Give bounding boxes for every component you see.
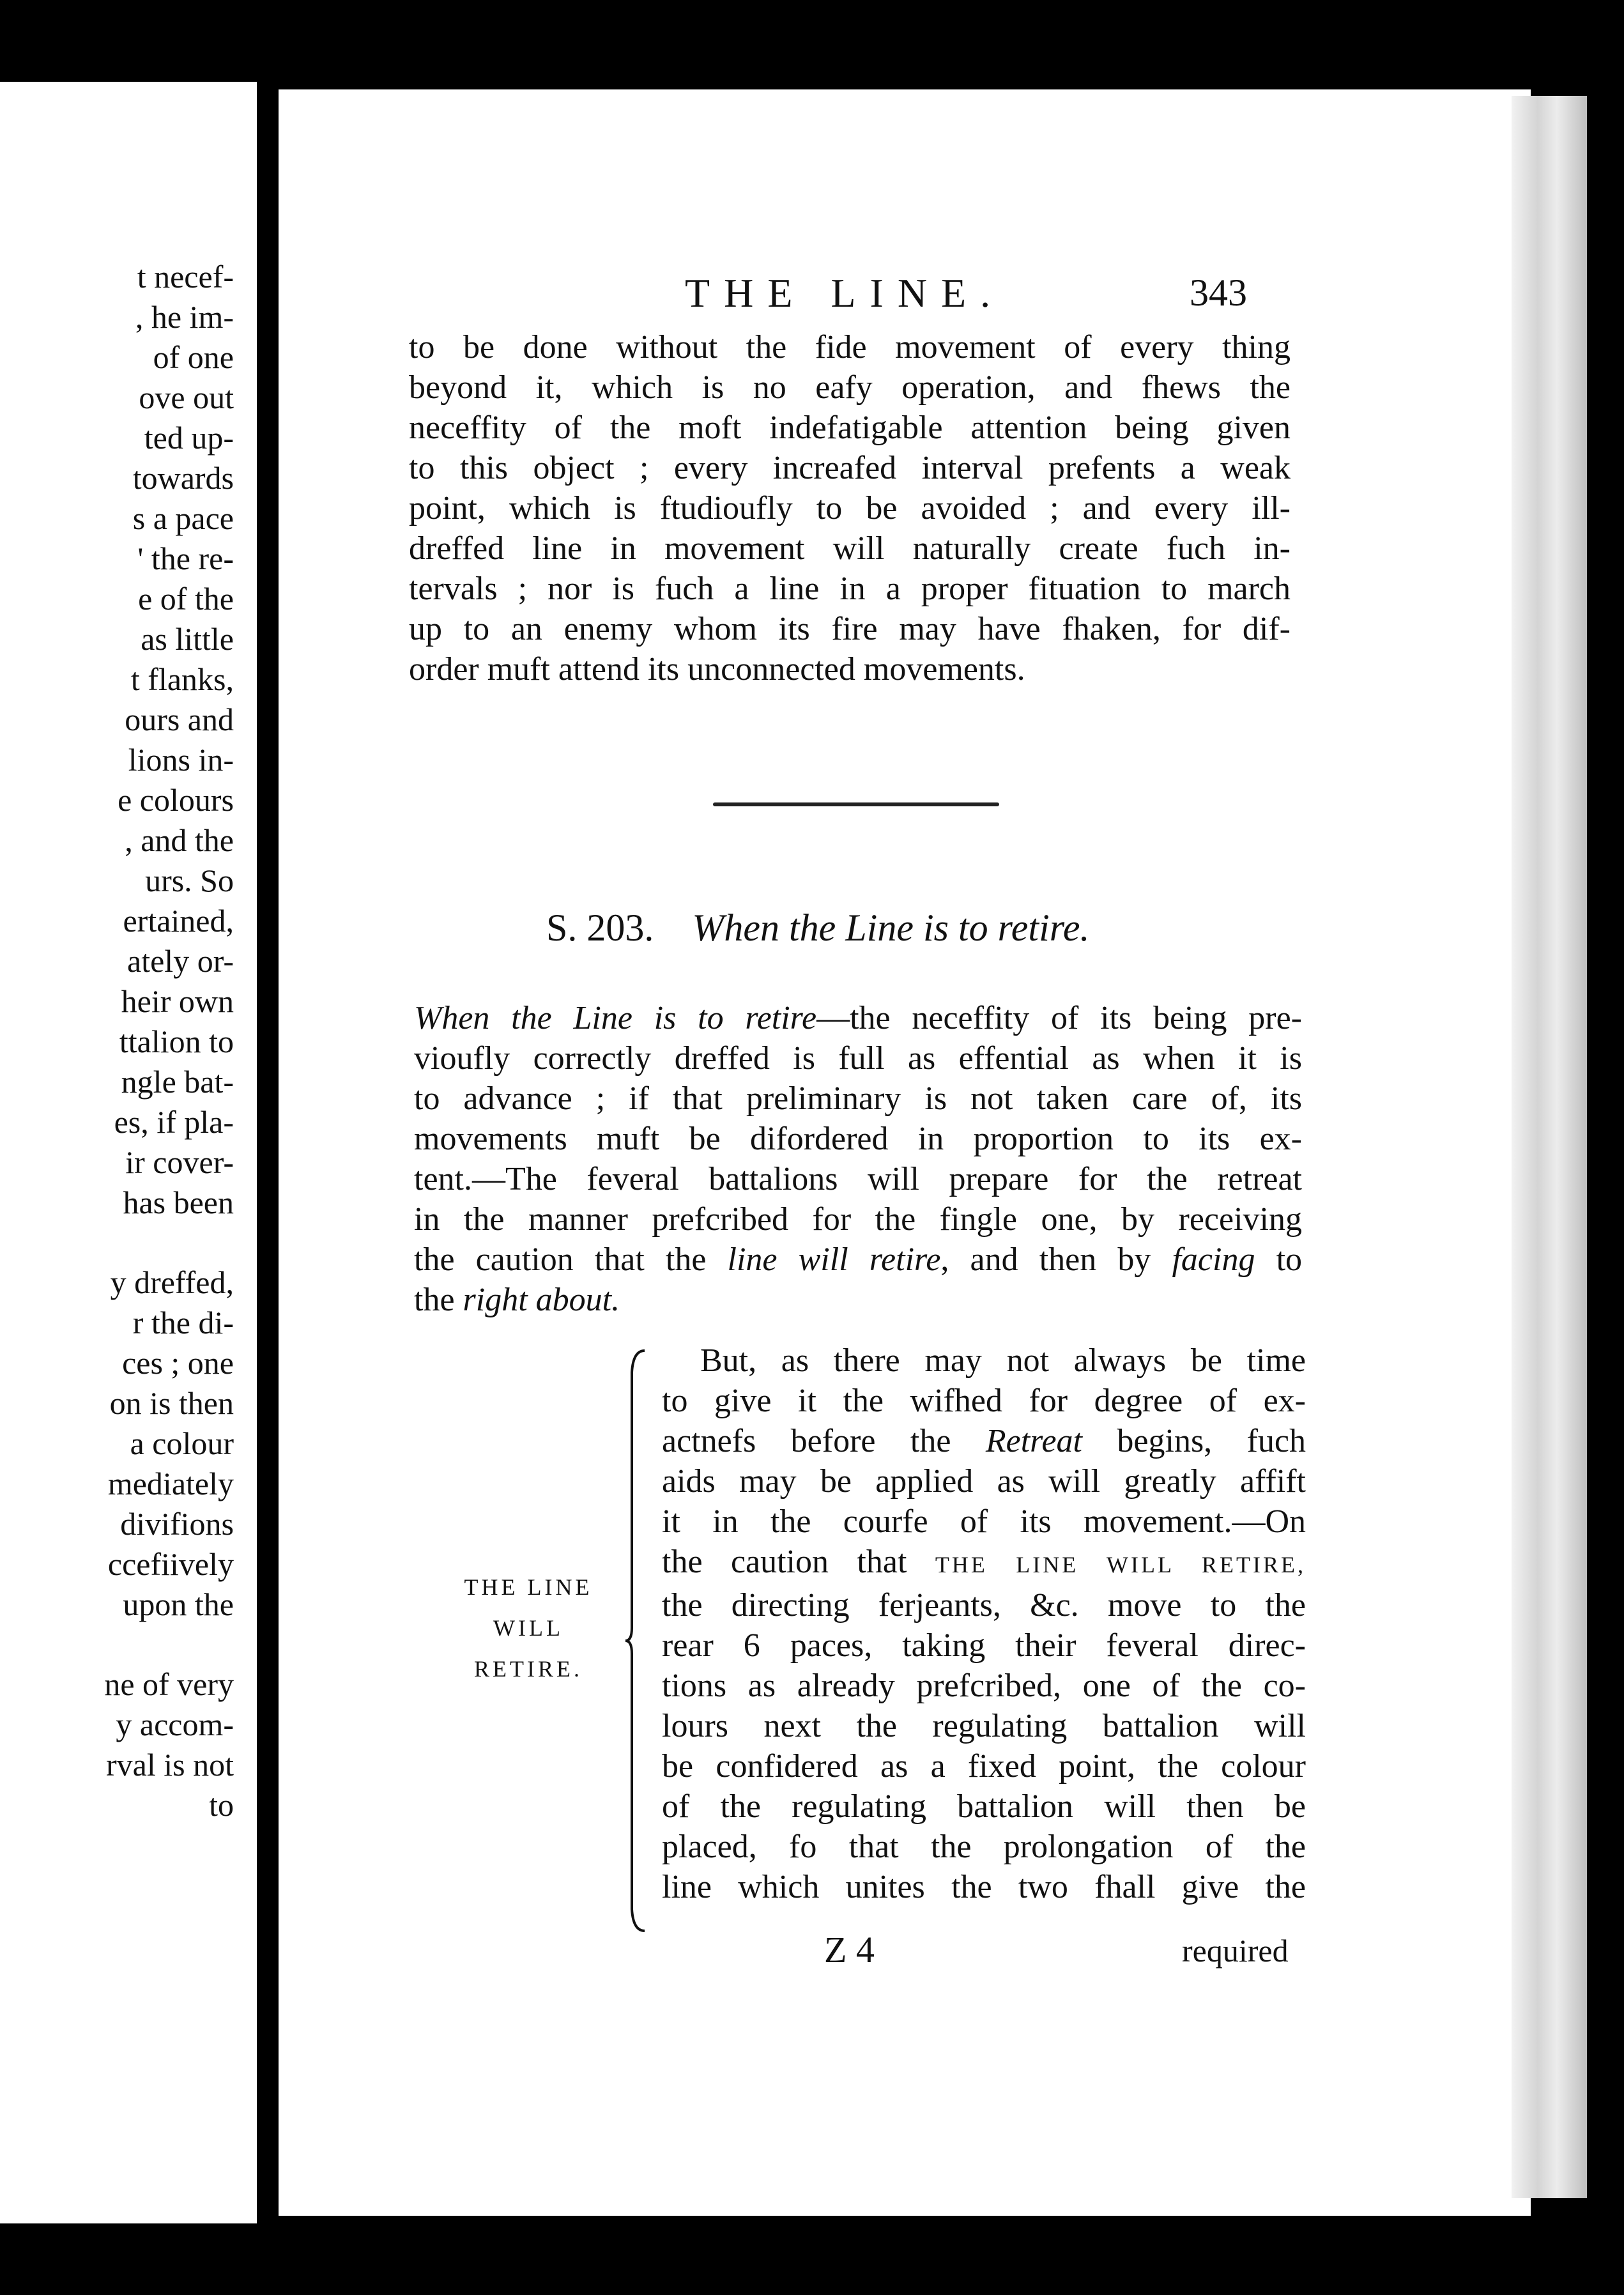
- p2-line: , and then by: [940, 1241, 1151, 1278]
- left-page-line: ir cover-: [125, 1144, 234, 1180]
- left-page-line: y dreffed,: [110, 1264, 234, 1300]
- p3-line: begins, fuch: [1117, 1423, 1306, 1459]
- left-page-line: ove out: [139, 380, 234, 415]
- left-page-line: ces ; one: [122, 1345, 234, 1381]
- left-page-line: lions in-: [128, 742, 234, 778]
- p2-line: tent.—The feveral battalions will prepare for the retreat: [414, 1161, 1302, 1197]
- page-edge: [1512, 96, 1587, 2198]
- left-page-line: , and the: [125, 822, 234, 858]
- left-page-line: ted up-: [144, 420, 234, 456]
- p2-line: the: [414, 1282, 455, 1318]
- p1-line: dreffed line in movement will naturally create fuch in-: [409, 530, 1291, 567]
- p3-line: aids may be applied as will greatly affift: [662, 1463, 1306, 1500]
- left-page-line: ertained,: [123, 903, 234, 939]
- p3-smallcaps: THE LINE WILL RETIRE,: [935, 1552, 1306, 1577]
- left-page-line: , he im-: [135, 299, 234, 335]
- left-page-line: rval is not: [106, 1747, 234, 1783]
- left-page-line: ours and: [125, 702, 234, 737]
- p1-line: up to an enemy whom its fire may have fhaken, for dif-: [409, 611, 1291, 647]
- p1-line: neceffity of the moft indefatigable attention being given: [409, 410, 1291, 446]
- paragraph-1: [409, 327, 1291, 689]
- p3-line: the caution that: [662, 1544, 907, 1580]
- left-page-line: y accom-: [116, 1707, 234, 1742]
- left-page-line: ngle bat-: [121, 1064, 234, 1100]
- left-page-line: e of the: [138, 581, 234, 617]
- section-title: When the Line is to retire.: [692, 907, 1090, 949]
- running-header: THE LINE.: [685, 270, 1005, 316]
- left-page-line: t flanks,: [130, 661, 234, 697]
- p1-line: order muft attend its unconnected movements.: [409, 651, 1025, 687]
- p3-line: placed, fo that the prolongation of the: [662, 1829, 1306, 1865]
- left-page-line: s a pace: [132, 500, 234, 536]
- p3-line: line which unites the two fhall give the: [662, 1869, 1306, 1905]
- left-facing-page: [0, 82, 257, 2223]
- left-page-line: towards: [132, 460, 234, 496]
- p3-line: be confidered as a fixed point, the colour: [662, 1748, 1306, 1785]
- section-heading: [546, 906, 1090, 950]
- left-page-line: ccefiively: [107, 1546, 234, 1582]
- p1-line: point, which is ftudioufly to be avoided ; and every ill-: [409, 490, 1291, 526]
- p2-lead-italic: When the Line is to retire: [414, 1000, 817, 1036]
- left-page-line: mediately: [107, 1466, 234, 1501]
- marginal-note: [442, 1567, 615, 1689]
- marginal-note-line: THE LINE: [464, 1574, 593, 1600]
- p1-line: beyond it, which is no eafy operation, and fhews the: [409, 369, 1291, 406]
- p2-italic: line will retire: [727, 1241, 941, 1278]
- p2-italic: facing: [1172, 1241, 1255, 1278]
- paragraph-2: [414, 998, 1302, 1320]
- brace-bracket: [623, 1347, 648, 1935]
- marginal-note-line: WILL: [493, 1615, 563, 1641]
- p2-line: vioufly correctly dreffed is full as effential as when it is: [414, 1040, 1302, 1077]
- left-page-line: r the di-: [132, 1305, 234, 1340]
- p2-line: to: [1276, 1241, 1303, 1278]
- p3-line: the directing ferjeants, &c. move to the: [662, 1587, 1306, 1623]
- left-page-line: e colours: [118, 782, 234, 818]
- p3-line: it in the courfe of its movement.—On: [662, 1503, 1306, 1540]
- p3-line: of the regulating battalion will then be: [662, 1788, 1306, 1825]
- left-page-line: has been: [123, 1185, 234, 1220]
- p1-line: to be done without the fide movement of every thing: [409, 329, 1291, 365]
- signature-mark: Z 4: [824, 1929, 875, 1970]
- marginal-note-line: RETIRE.: [474, 1656, 583, 1682]
- left-page-line: of one: [153, 339, 234, 375]
- page-number: 343: [1190, 272, 1247, 314]
- left-page-line: a colour: [130, 1425, 234, 1461]
- p3-line: rear 6 paces, taking their feveral direc-: [662, 1627, 1306, 1664]
- section-number: S. 203.: [546, 907, 654, 949]
- p1-line: to this object ; every increafed interval prefents a weak: [409, 450, 1291, 486]
- left-page-line: ' the re-: [137, 541, 234, 576]
- section-divider-rule: [713, 802, 999, 806]
- left-page-line: ttalion to: [119, 1024, 234, 1059]
- left-page-line: t necef-: [137, 259, 234, 295]
- left-page-line: divifions: [120, 1506, 234, 1542]
- p2-line: to advance ; if that preliminary is not taken care of, its: [414, 1080, 1302, 1117]
- paragraph-3: [662, 1340, 1306, 1907]
- p2-italic: right about.: [463, 1282, 620, 1318]
- left-page-line: as little: [141, 621, 234, 657]
- left-page-line: ately or-: [127, 943, 234, 979]
- left-page-line: to: [209, 1787, 234, 1823]
- p3-line: tions as already prefcribed, one of the co-: [662, 1668, 1306, 1704]
- left-page-line: urs. So: [145, 863, 234, 898]
- p1-line: tervals ; nor is fuch a line in a proper fituation to march: [409, 571, 1291, 607]
- p2-line: in the manner prefcribed for the fingle one, by receiving: [414, 1201, 1302, 1238]
- left-page-line: on is then: [109, 1385, 234, 1421]
- p3-line: But, as there may not always be time: [700, 1342, 1306, 1379]
- p3-line: actnefs before the: [662, 1423, 951, 1459]
- p3-line: to give it the wifhed for degree of ex-: [662, 1383, 1306, 1419]
- p3-line: lours next the regulating battalion will: [662, 1708, 1306, 1744]
- p2-line: movements muft be difordered in proportion to its ex-: [414, 1121, 1302, 1157]
- catchword: required: [1182, 1933, 1289, 1969]
- p3-italic: Retreat: [985, 1423, 1082, 1459]
- left-page-line: heir own: [121, 983, 234, 1019]
- p2-line: —the neceffity of its being pre-: [816, 1000, 1302, 1036]
- left-page-line: es, if pla-: [114, 1104, 234, 1140]
- left-page-line: ne of very: [104, 1666, 234, 1702]
- left-page-line: upon the: [123, 1586, 234, 1622]
- p2-line: the caution that the: [414, 1241, 707, 1278]
